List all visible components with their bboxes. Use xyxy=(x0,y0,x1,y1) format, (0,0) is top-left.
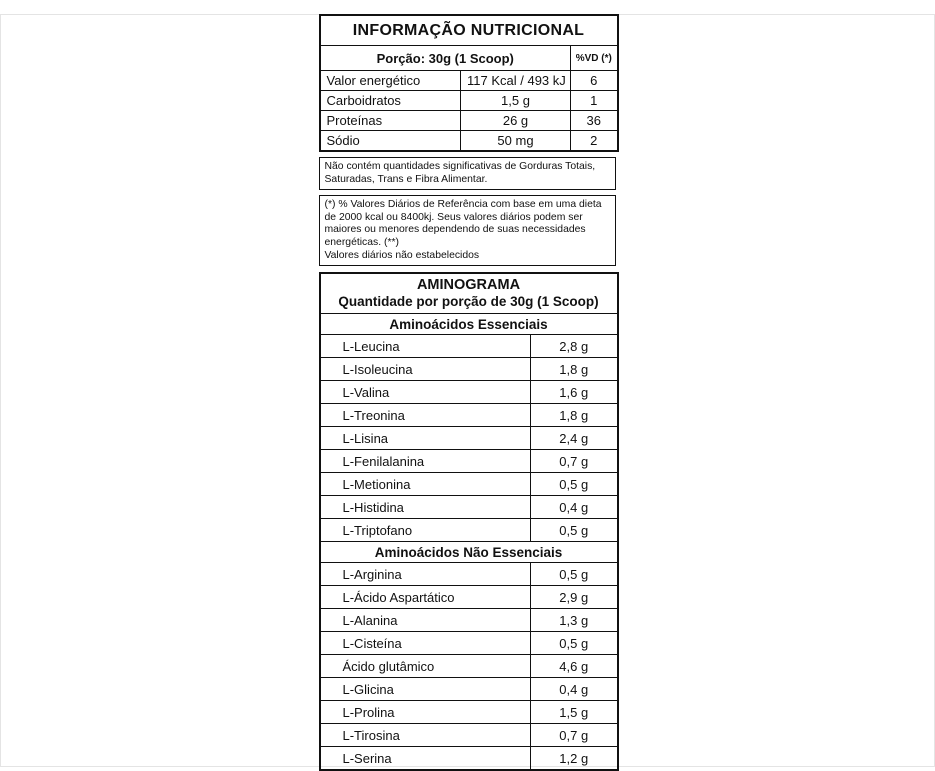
amino-acid-amount: 1,3 g xyxy=(531,609,618,632)
nutrient-row xyxy=(320,71,618,91)
amino-acid-amount: 0,5 g xyxy=(531,519,618,542)
amino-acid-row xyxy=(320,427,618,450)
amino-acid-amount: 1,2 g xyxy=(531,747,618,771)
portion-row xyxy=(320,46,618,71)
amino-acid-row xyxy=(320,381,618,404)
amino-acid-amount: 1,6 g xyxy=(531,381,618,404)
amino-acid-row xyxy=(320,496,618,519)
nutrient-name: Proteínas xyxy=(320,111,461,131)
amino-acid-name: L-Triptofano xyxy=(320,519,531,542)
amino-acid-name: L-Metionina xyxy=(320,473,531,496)
title-row xyxy=(320,15,618,46)
amino-acid-name: L-Fenilalanina xyxy=(320,450,531,473)
amino-acid-name: L-Ácido Aspartático xyxy=(320,586,531,609)
amino-acid-row xyxy=(320,404,618,427)
amino-acid-amount: 0,5 g xyxy=(531,473,618,496)
amino-acid-amount: 1,8 g xyxy=(531,358,618,381)
aminogram-header xyxy=(320,273,618,335)
amino-acid-amount: 0,5 g xyxy=(531,563,618,586)
nutrient-name: Valor energético xyxy=(320,71,461,91)
amino-acid-row xyxy=(320,609,618,632)
nutrient-daily-value: 6 xyxy=(571,71,618,91)
amino-acid-amount: 0,5 g xyxy=(531,632,618,655)
amino-acid-name: L-Histidina xyxy=(320,496,531,519)
amino-acid-name: L-Valina xyxy=(320,381,531,404)
essential-amino-rows xyxy=(320,335,618,542)
nutrient-amount: 50 mg xyxy=(461,131,571,152)
amino-acid-name: L-Lisina xyxy=(320,427,531,450)
non-essential-header-row xyxy=(320,542,618,563)
amino-acid-amount: 1,5 g xyxy=(531,701,618,724)
note-daily-values-text: (*) % Valores Diários de Referência com base em uma dieta de 2000 kcal ou 8400kj. Seus valores diários podem ser maiores ou menores dependendo de suas necessidades energéticas. (**) xyxy=(324,199,602,248)
aminogram-title: AMINOGRAMA xyxy=(416,277,521,294)
nutrient-amount: 117 Kcal / 493 kJ xyxy=(461,71,571,91)
amino-acid-row xyxy=(320,678,618,701)
non-essential-header-section xyxy=(320,542,618,563)
nutrient-name: Carboidratos xyxy=(320,91,461,111)
amino-acid-name: L-Glicina xyxy=(320,678,531,701)
amino-acid-row xyxy=(320,747,618,771)
nutrient-name: Sódio xyxy=(320,131,461,152)
amino-acid-amount: 2,8 g xyxy=(531,335,618,358)
note-daily-values xyxy=(319,195,616,266)
amino-acid-row xyxy=(320,335,618,358)
essential-header-row xyxy=(320,314,618,335)
amino-acid-name: L-Serina xyxy=(320,747,531,771)
non-essential-amino-rows xyxy=(320,563,618,771)
amino-acid-name: Ácido glutâmico xyxy=(320,655,531,678)
amino-acid-row xyxy=(320,519,618,542)
aminogram-subtitle: Quantidade por porção de 30g (1 Scoop) xyxy=(338,294,599,310)
note-not-established-text: Valores diários não estabelecidos xyxy=(324,249,480,261)
nutrition-facts-table xyxy=(319,14,619,152)
aminogram-title-cell xyxy=(320,273,618,314)
amino-acid-row xyxy=(320,724,618,747)
amino-acid-name: L-Isoleucina xyxy=(320,358,531,381)
amino-acid-row xyxy=(320,701,618,724)
nutrient-rows xyxy=(320,71,618,152)
nutrient-amount: 26 g xyxy=(461,111,571,131)
amino-acid-name: L-Treonina xyxy=(320,404,531,427)
nutrient-daily-value: 2 xyxy=(571,131,618,152)
essential-amino-acids-header: Aminoácidos Essenciais xyxy=(320,314,618,335)
nutrient-amount: 1,5 g xyxy=(461,91,571,111)
amino-acid-name: L-Leucina xyxy=(320,335,531,358)
note-no-significant-amounts: Não contém quantidades significativas de Gorduras Totais, Saturadas, Trans e Fibra Alimentar. xyxy=(319,157,616,190)
amino-acid-row xyxy=(320,358,618,381)
amino-acid-amount: 0,4 g xyxy=(531,678,618,701)
amino-acid-amount: 0,4 g xyxy=(531,496,618,519)
aminogram-title-row xyxy=(320,273,618,314)
nutrient-row xyxy=(320,131,618,152)
nutrition-table-title: INFORMAÇÃO NUTRICIONAL xyxy=(320,15,618,46)
nutrition-facts-header xyxy=(320,15,618,71)
amino-acid-row xyxy=(320,586,618,609)
amino-acid-name: L-Arginina xyxy=(320,563,531,586)
amino-acid-name: L-Cisteína xyxy=(320,632,531,655)
amino-acid-name: L-Prolina xyxy=(320,701,531,724)
amino-acid-row xyxy=(320,563,618,586)
amino-acid-name: L-Alanina xyxy=(320,609,531,632)
nutrient-row xyxy=(320,91,618,111)
portion-label: Porção: 30g (1 Scoop) xyxy=(320,46,571,71)
amino-acid-amount: 2,4 g xyxy=(531,427,618,450)
amino-acid-row xyxy=(320,450,618,473)
aminogram-table xyxy=(319,272,619,771)
amino-acid-amount: 0,7 g xyxy=(531,450,618,473)
page-background xyxy=(0,14,935,767)
amino-acid-row xyxy=(320,655,618,678)
amino-acid-amount: 4,6 g xyxy=(531,655,618,678)
nutrient-row xyxy=(320,111,618,131)
amino-acid-amount: 0,7 g xyxy=(531,724,618,747)
amino-acid-name: L-Tirosina xyxy=(320,724,531,747)
nutrient-daily-value: 36 xyxy=(571,111,618,131)
nutrient-daily-value: 1 xyxy=(571,91,618,111)
nutrition-label xyxy=(319,14,617,771)
non-essential-amino-acids-header: Aminoácidos Não Essenciais xyxy=(320,542,618,563)
amino-acid-amount: 2,9 g xyxy=(531,586,618,609)
amino-acid-row xyxy=(320,473,618,496)
amino-acid-row xyxy=(320,632,618,655)
daily-value-column-header: %VD (*) xyxy=(571,46,618,71)
amino-acid-amount: 1,8 g xyxy=(531,404,618,427)
